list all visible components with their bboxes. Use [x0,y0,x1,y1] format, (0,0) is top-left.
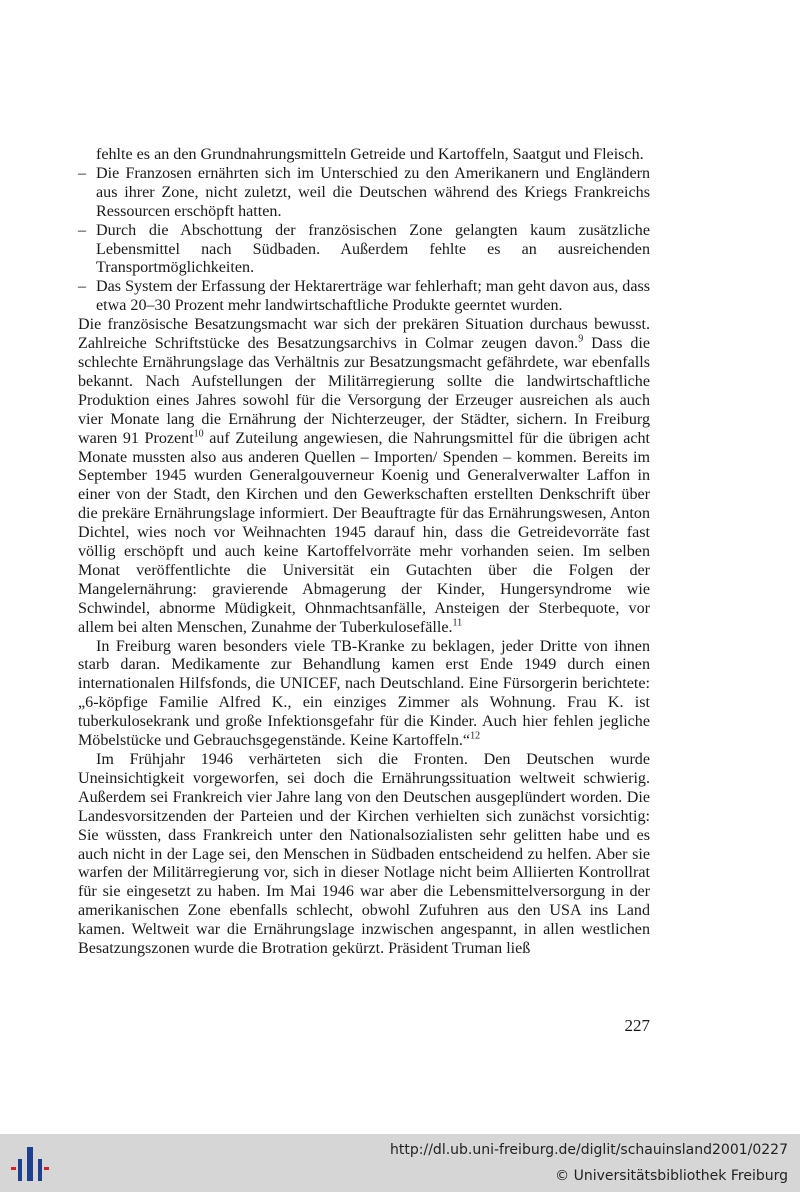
paragraph-3: Im Frühjahr 1946 verhärteten sich die Fronten. Den Deutschen wurde Uneinsichtigkeit vorgeworfen, sei doch die Ernährungssituation weltweit schwierig. Außerdem sei Frankreich vier Jahre lang von den Deutschen ausgeplündert worden. Die Landesvorsitzenden der Parteien und der Kirchen verhielten sich zunächst vorsichtig: Sie wüssten, dass Frankreich unter den Nationalsozialisten sehr gelitten habe und es auch nicht in der Lage sei, den Menschen in Südbaden entscheidend zu helfen. Aber sie warfen der Militärregierung vor, sich in dieser Notlage nicht beim Alliierten Kontrollrat für sie eingesetzt zu haben. Im Mai 1946 war aber die Lebensmittelversorgung in der amerikanischen Zone ebenfalls schlecht, obwohl Zufuhren aus den USA ins Land kamen. Weltweit war die Ernährungslage inzwischen angespannt, in allen westlichen Besatzungszonen wurde die Brotration gekürzt. Präsident Truman ließ [78,751,650,958]
intro-continuation: fehlte es an den Grundnahrungsmitteln Getreide und Kartoffeln, Saatgut und Fleisch. [96,146,644,163]
footer-bar [0,1134,800,1192]
page-number: 227 [624,1016,650,1035]
source-url[interactable]: http://dl.ub.uni-freiburg.de/diglit/schauinsland2001/0227 [390,1142,788,1158]
paragraph-1-part-1: Die französische Besatzungsmacht war sich der prekären Situation durchaus bewusst. Zahlreiche Schriftstücke des Besatzungsarchivs in Colmar zeugen davon. [78,316,650,353]
footnote-marker: 10 [193,428,204,440]
paragraph-2-text: In Freiburg waren besonders viele TB-Kranke zu beklagen, jeder Dritte von ihnen starb daran. Medikamente zur Behandlung kamen erst Ende 1949 durch einen internationalen Hilfsfonds, die UNICEF, nach Deutschland. Eine Fürsorgerin berichtete: „6-köpfige Familie Alfred K., ein einziges Zimmer als Wohnung. Frau K. ist tuberkulosekrank und große Infektionsgefahr für die Kinder. Auch hier fehlen jegliche Möbelstücke und Gebrauchsgegenstände. Keine Kartoffeln.“ [78,637,650,750]
footnote-marker: 12 [470,730,481,742]
paragraph-1 [78,316,650,637]
bullet-item: – Durch die Abschottung der französischen Zone gelangten kaum zusätzliche Lebensmittel nach Südbaden. Außerdem fehlte es an ausreichenden Transportmöglichkeiten. [78,222,650,279]
ub-freiburg-logo-icon [10,1145,50,1183]
paragraph-2 [78,638,650,751]
paragraph-1-part-2: Dass die schlechte Ernährungslage das Verhältnis zur Besatzungsmacht gefährdete, war ebenfalls bekannt. Nach Aufstellungen der Militärregierung sollte die landwirtschaftliche Produktion eines Jahres sowohl für die Versorgung der Erzeuger ausreichen als auch vier Monate lang die Ernährung der Nichterzeuger, der Städter, sichern. In Freiburg waren 91 Prozent [78,335,651,447]
paragraph-1-part-3: auf Zuteilung angewiesen, die Nahrungsmittel für die übrigen acht Monate mussten also aus anderen Quellen – Importen/ Spenden – kommen. Bereits im September 1945 wurden Generalgouverneur Koenig und Generalverwalter Laffon in einer von der Stadt, den Kirchen und den Gewerkschaften erstellten Denkschrift über die prekäre Ernährungslage informiert. Der Beauftragte für das Ernährungswesen, Anton Dichtel, wies noch vor Weihnachten 1945 darauf hin, dass die Getreidevorräte fast völlig erschöpft und auch keine Kartoffelvorräte mehr vorhanden seien. Im selben Monat veröffentlichte die Universität ein Gutachten über die Folgen der Mangelernährung: gravierende Abmagerung der Kinder, Hungersyndrome wie Schwindel, abnorme Müdigkeit, Ohnmachtsanfälle, Ansteigen der Sterbequote, vor allem bei alten Menschen, Zunahme der Tuberkulosefälle. [78,429,650,636]
footnote-marker: 11 [452,617,463,629]
footnote-marker: 9 [578,333,584,345]
page-body [78,146,650,959]
copyright-notice: © Universitätsbibliothek Freiburg [555,1168,788,1184]
bullet-item: – Das System der Erfassung der Hektarerträge war fehlerhaft; man geht davon aus, dass etwa 20–30 Prozent mehr landwirtschaftliche Produkte geerntet wurden. [78,278,650,316]
bullet-list [78,165,650,316]
bullet-item: – Die Franzosen ernährten sich im Unterschied zu den Amerikanern und Engländern aus ihrer Zone, nicht zuletzt, weil die Deutschen während des Kriegs Frankreichs Ressourcen erschöpft hatten. [78,165,650,222]
